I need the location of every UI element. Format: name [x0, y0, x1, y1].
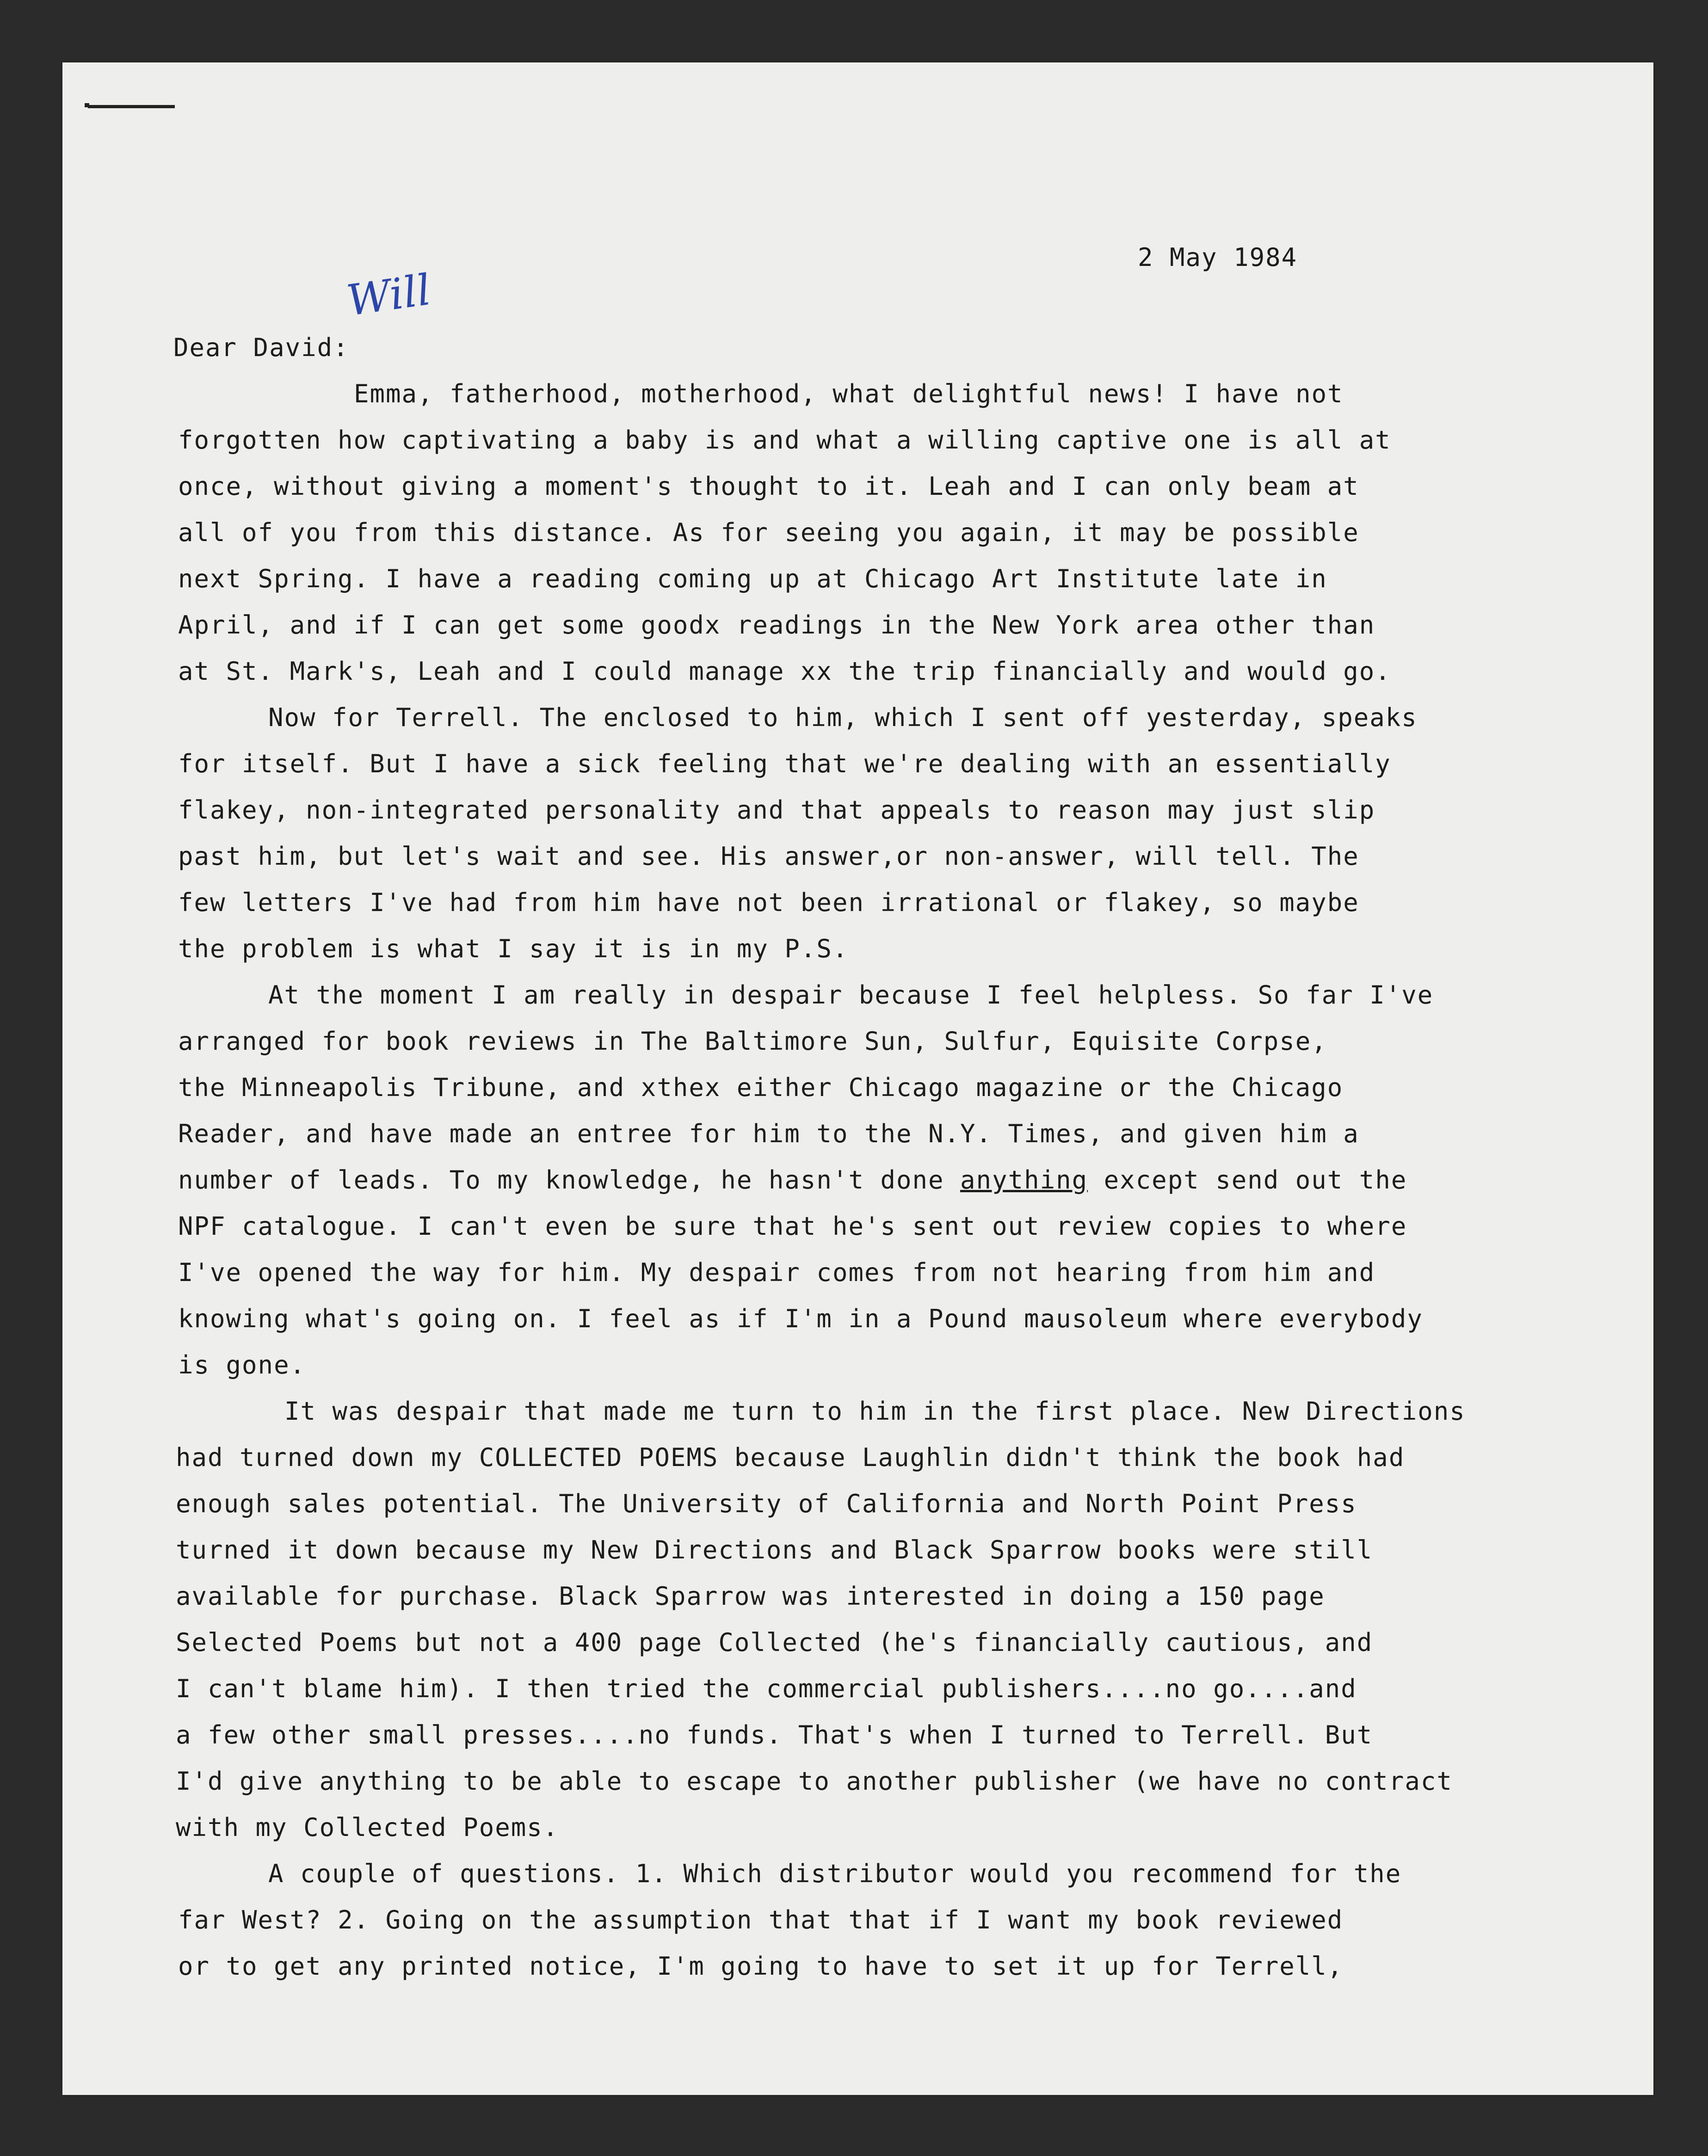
text-line: Now for Terrell. The enclosed to him, which I sent off yesterday, speaks — [268, 703, 1418, 732]
text-line: A couple of questions. 1. Which distributor would you recommend for the — [268, 1859, 1402, 1888]
text-line: had turned down my COLLECTED POEMS because Laughlin didn't think the book had — [176, 1443, 1405, 1472]
text-line: or to get any printed notice, I'm going to have to set it up for Terrell, — [178, 1952, 1344, 1981]
letter-page — [62, 62, 1653, 2095]
underlined-word: anything — [960, 1165, 1088, 1195]
text-line: NPF catalogue. I can't even be sure that he's sent out review copies to where — [178, 1212, 1407, 1241]
text-line: once, without giving a moment's thought to it. Leah and I can only beam at — [178, 472, 1359, 501]
text-line: knowing what's going on. I feel as if I'm in a Pound mausoleum where everybody — [178, 1304, 1423, 1333]
text-line: It was despair that made me turn to him in the first place. New Directions — [284, 1397, 1466, 1426]
text-line: all of you from this distance. As for seeing you again, it may be possible — [178, 518, 1359, 547]
text-line: few letters I've had from him have not been irrational or flakey, so maybe — [178, 888, 1359, 917]
text-line: the Minneapolis Tribune, and xthex either Chicago magazine or the Chicago — [178, 1073, 1344, 1102]
text-line: Selected Poems but not a 400 page Collected (he's financially cautious, and — [176, 1628, 1373, 1657]
text-line: Reader, and have made an entree for him to the N.Y. Times, and given him a — [178, 1119, 1359, 1148]
text-line: Emma, fatherhood, motherhood, what delightful news! I have not — [354, 379, 1344, 408]
letter-date: 2 May 1984 — [1138, 243, 1298, 272]
text-line: at St. Mark's, Leah and I could manage xx the trip financially and would go. — [178, 657, 1391, 686]
text-line: I can't blame him). I then tried the commercial publishers....no go....and — [176, 1674, 1357, 1703]
text-line: enough sales potential. The University of California and North Point Press — [176, 1489, 1357, 1518]
text-line: turned it down because my New Directions and Black Sparrow books were still — [176, 1535, 1373, 1565]
text-line: the problem is what I say it is in my P.S. — [178, 934, 849, 963]
text-line: flakey, non-integrated personality and that appeals to reason may just slip — [178, 795, 1375, 825]
text-line: for itself. But I have a sick feeling that we're dealing with an essentially — [178, 749, 1391, 778]
text-line: a few other small presses....no funds. That's when I turned to Terrell. But — [176, 1720, 1373, 1749]
text-line: with my Collected Poems. — [176, 1813, 559, 1842]
text-line: At the moment I am really in despair because I feel helpless. So far I've — [268, 980, 1434, 1010]
text-line: far West? 2. Going on the assumption that that if I want my book reviewed — [178, 1905, 1344, 1934]
text-line: forgotten how captivating a baby is and what a willing captive one is all at — [178, 425, 1391, 455]
text-line: available for purchase. Black Sparrow was interested in doing a 150 page — [176, 1582, 1325, 1611]
salutation: Dear David: — [173, 333, 349, 362]
text-line: is gone. — [178, 1350, 306, 1380]
text-line: number of leads. To my knowledge, he hasn't done anything except send out the — [178, 1165, 1407, 1195]
text-line: April, and if I can get some goodx readings in the New York area other than — [178, 610, 1375, 640]
text-line: next Spring. I have a reading coming up at Chicago Art Institute late in — [178, 564, 1327, 593]
text-line: I'd give anything to be able to escape to another publisher (we have no contract — [176, 1767, 1453, 1796]
text-line: arranged for book reviews in The Baltimore Sun, Sulfur, Equisite Corpse, — [178, 1027, 1327, 1056]
text-line: past him, but let's wait and see. His answer,or non-answer, will tell. The — [178, 842, 1359, 871]
corner-line-mark — [88, 105, 175, 108]
text-line: I've opened the way for him. My despair comes from not hearing from him and — [178, 1258, 1375, 1287]
handwritten-annotation: Will — [344, 265, 434, 326]
